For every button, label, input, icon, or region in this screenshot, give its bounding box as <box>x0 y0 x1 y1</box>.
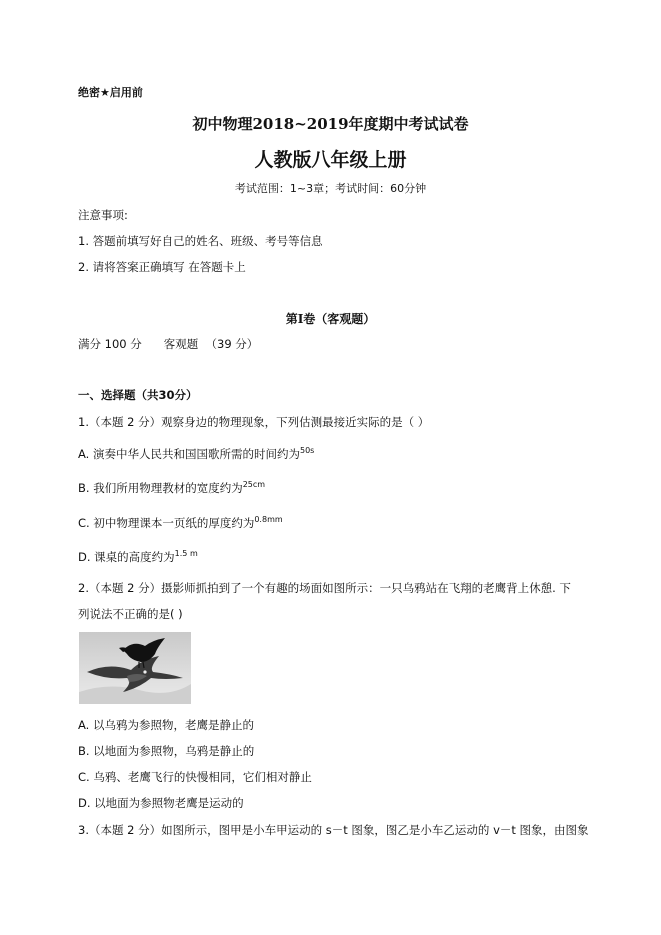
notice-item-1: 1. 答题前填写好自己的姓名、班级、考号等信息 <box>78 234 323 248</box>
option-unit: 0.8mm <box>254 515 283 525</box>
question-2-option-c: C. 乌鸦、老鹰飞行的快慢相同，它们相对静止 <box>78 770 312 784</box>
option-text: A. 演奏中华人民共和国国歌所需的时间约为 <box>78 447 300 461</box>
question-2-stem-line-1: 2.（本题 2 分）摄影师抓拍到了一个有趣的场面如图所示：一只乌鸦站在飞翔的老鹰背上休憩. 下 <box>78 581 571 595</box>
question-1-option-b <box>78 480 265 496</box>
question-2-option-a: A. 以乌鸦为参照物，老鹰是静止的 <box>78 718 254 732</box>
question-2-option-b: B. 以地面为参照物，乌鸦是静止的 <box>78 744 255 758</box>
option-unit: 50s <box>299 446 315 456</box>
exam-range: 考试范围：1~3章；考试时间：60分钟 <box>234 182 427 195</box>
crow-eagle-photo <box>79 632 191 704</box>
question-2-stem-line-2: 列说法不正确的是( ) <box>78 607 183 621</box>
notice-heading: 注意事项: <box>78 208 128 222</box>
exam-title: 初中物理2018~2019年度期中考试试卷 <box>192 115 469 133</box>
question-1-stem: 1.（本题 2 分）观察身边的物理现象，下列估测最接近实际的是（ ） <box>78 415 430 429</box>
score-line: 满分 100 分 客观题 （39 分） <box>78 337 259 351</box>
option-text: D. 课桌的高度约为 <box>78 550 175 564</box>
part-heading: 一、选择题（共30分） <box>78 388 198 402</box>
option-text: B. 我们所用物理教材的宽度约为 <box>78 481 243 495</box>
notice-item-2: 2. 请将答案正确填写 在答题卡上 <box>78 260 246 274</box>
option-text: C. 初中物理课本一页纸的厚度约为 <box>78 516 255 530</box>
question-1-option-d <box>78 549 198 565</box>
option-unit: 25cm <box>242 480 266 490</box>
question-1-option-c <box>78 515 283 531</box>
question-1-option-a <box>78 446 314 462</box>
section-title: 第Ⅰ卷（客观题） <box>285 312 376 326</box>
exam-subtitle: 人教版八年级上册 <box>254 149 407 171</box>
secret-label: 绝密★启用前 <box>78 86 143 99</box>
option-unit: 1.5 m <box>174 549 198 559</box>
question-3-stem: 3.（本题 2 分）如图所示，图甲是小车甲运动的 s－t 图象，图乙是小车乙运动的 v－t 图象，由图象 <box>78 823 589 837</box>
question-2-option-d: D. 以地面为参照物老鹰是运动的 <box>78 796 244 810</box>
